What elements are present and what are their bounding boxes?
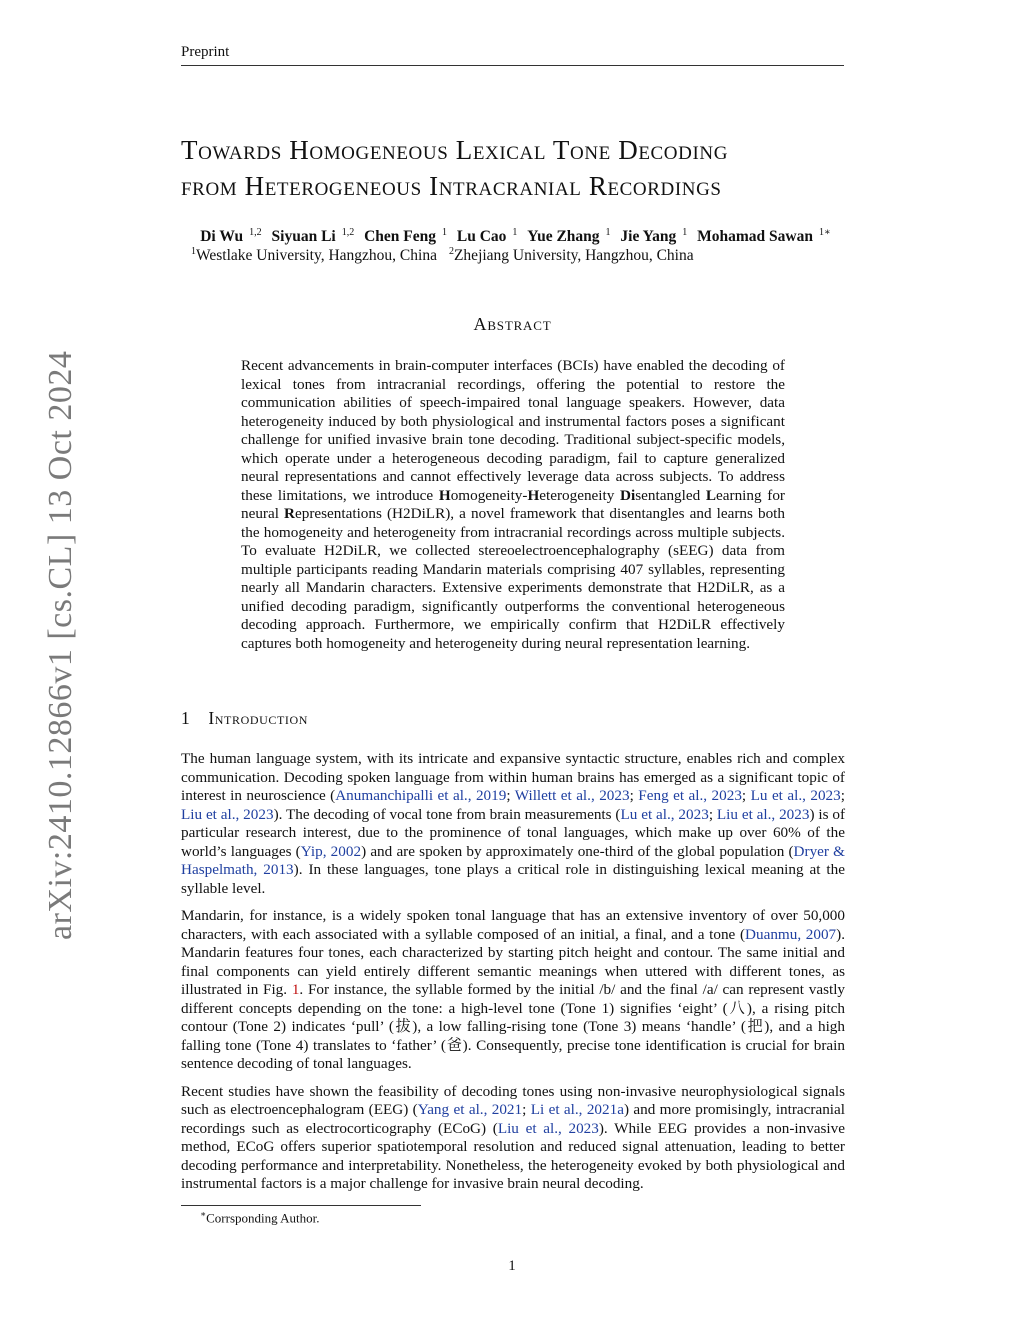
citation-link[interactable]: Dryer & Haspelmath, 2013 <box>181 842 845 878</box>
citation-link[interactable]: Liu et al., 2023 <box>716 805 810 823</box>
author-name: Lu Cao <box>456 228 507 246</box>
author-affiliation-marker: 1,2 <box>341 227 355 238</box>
title-line-2: from Heterogeneous Intracranial Recordings <box>181 171 722 201</box>
citation-link[interactable]: Liu et al., 2023 <box>497 1119 599 1137</box>
author-affiliation-marker: 1 <box>442 227 448 238</box>
page-number: 1 <box>508 1258 516 1274</box>
author-affiliation-marker: 1 <box>605 227 611 238</box>
citation-link[interactable]: Yang et al., 2021 <box>417 1101 523 1118</box>
author-name: Siyuan Li <box>271 228 336 246</box>
author-affiliation-marker: 1 <box>682 227 688 238</box>
author-affiliation-marker: 1,2 <box>249 227 262 238</box>
affiliation-text: Westlake University, Hangzhou, China <box>196 247 437 265</box>
citation-link[interactable]: Lu et al., 2023 <box>750 787 841 804</box>
paragraph-1: The human language system, with its intricate and expansive syntactic structure, enables rich and complex communication. Decoding spoken language from within human brains has emerged as a significant topic of interest in neuroscience (Anumanchipalli et al., 2019; Willett et al., 2023; Feng et al., 2023; Lu et al., 2023; Liu et al., 2023). The decoding of vocal tone from brain measurements (Lu et al., 2023; Liu et al., 2023) is of particular research interest, due to the prominence of tonal languages, which make up over 60% of the world’s languages (Yip, 2002) and are spoken by approximately one-third of the global population (Dryer & Haspelmath, 2013). In these languages, tone plays a critical role in distinguishing lexical meaning at the syllable level. <box>181 750 846 897</box>
section-heading <box>181 708 844 729</box>
author-name: Jie Yang <box>620 228 677 246</box>
affiliation-marker: 1 <box>191 246 196 257</box>
affiliation-text: Zhejiang University, Hangzhou, China <box>453 247 694 265</box>
paper-title <box>181 132 844 204</box>
citation-link[interactable]: Li et al., 2021a <box>530 1101 624 1118</box>
author-name: Chen Feng <box>364 228 437 246</box>
author-affiliation-marker: 1 <box>512 227 518 238</box>
author-affiliation-marker: 1∗ <box>818 227 831 238</box>
abstract-text: Recent advancements in brain-computer interfaces (BCIs) have enabled the decoding of lexical tones from intracranial recordings, offering the potential to restore the communication abilities of speech-impaired tonal language speakers. However, data heterogeneity induced by both physiological and instrumental factors poses a significant challenge for unified invasive brain tone decoding. Traditional subject-specific models, which operate under a heterogeneous decoding paradigm, fail to capture generalized neural representations and cannot effectively leverage data across subjects. To address these limitations, we introduce Homogeneity-Heterogeneity Disentangled Learning for neural Representations (H2DiLR), a novel framework that disentangles and learns both the homogeneity and heterogeneity from intracranial recordings across multiple subjects. To evaluate H2DiLR, we collected stereoelectroencephalography (sEEG) data from multiple participants reading Mandarin materials comprising 407 syllables, representing nearly all Mandarin characters. Extensive experiments demonstrate that H2DiLR, as a unified decoding paradigm, significantly outperforms the conventional heterogeneous decoding approach. Furthermore, we empirically confirm that H2DiLR effectively captures both homogeneity and heterogeneity during neural representation learning. <box>241 357 785 652</box>
section-number: 1 <box>181 708 191 728</box>
affiliation-marker: 2 <box>448 246 454 257</box>
section-title: Introduction <box>208 708 309 728</box>
citation-link[interactable]: Anumanchipalli et al., 2019 <box>335 787 507 804</box>
citation-link[interactable]: Yip, 2002 <box>300 842 362 860</box>
affiliation-list <box>181 246 844 265</box>
title-line-1: Towards Homogeneous Lexical Tone Decoding <box>181 135 729 165</box>
citation-link[interactable]: Feng et al., 2023 <box>638 787 742 804</box>
author-list <box>181 227 844 246</box>
paragraph-2: Mandarin, for instance, is a widely spoken tonal language that has an extensive inventory of over 50,000 characters, with each associated with a syllable composed of an initial, a final, and a tone (Duanmu, 2007). Mandarin features four tones, each characterized by starting pitch height and contour. The same initial and final components can yield entirely different semantic meanings when uttered with different tones, as illustrated in Fig. 1. For instance, the syllable formed by the initial /b/ and the final /a/ can represent vastly different concepts depending on the tone: a high-level tone (Tone 1) signifies ‘eight’ (八), a rising pitch contour (Tone 2) indicates ‘pull’ (拔), a low falling-rising tone (Tone 3) means ‘handle’ (把), and a high falling tone (Tone 4) translates to ‘father’ (爸). Consequently, precise tone identification is crucial for brain sentence decoding of tonal languages. <box>181 907 846 1072</box>
author-name: Di Wu <box>200 228 244 246</box>
citation-link[interactable]: Lu et al., 2023 <box>620 805 709 823</box>
author-name: Yue Zhang <box>527 228 600 246</box>
figure-link[interactable]: 1 <box>291 981 300 998</box>
footnote: ∗Corrsponding Author. <box>200 1209 320 1226</box>
paragraph-3: Recent studies have shown the feasibility of decoding tones using non-invasive neurophysiological signals such as electroencephalogram (EEG) (Yang et al., 2021; Li et al., 2021a) and more promisingly, intracranial recordings such as electrocorticography (ECoG) (Liu et al., 2023). While EEG provides a non-invasive method, ECoG offers superior spatiotemporal resolution and reduced signal attenuation, leading to better decoding performance and interpretability. Nonetheless, the heterogeneity evoked by both physiological and instrumental factors is a major challenge for invasive brain neural decoding. <box>181 1082 845 1192</box>
running-header: Preprint <box>181 44 844 66</box>
citation-link[interactable]: Willett et al., 2023 <box>514 787 630 804</box>
citation-link[interactable]: Duanmu, 2007 <box>745 925 837 943</box>
arxiv-stamp: arXiv:2410.12866v1 [cs.CL] 13 Oct 2024 <box>42 350 79 940</box>
citation-link[interactable]: Liu et al., 2023 <box>181 805 274 823</box>
author-name: Mohamad Sawan <box>697 228 813 246</box>
footnote-rule <box>181 1205 421 1206</box>
abstract-heading: Abstract <box>473 314 552 334</box>
body-text <box>181 750 845 1203</box>
